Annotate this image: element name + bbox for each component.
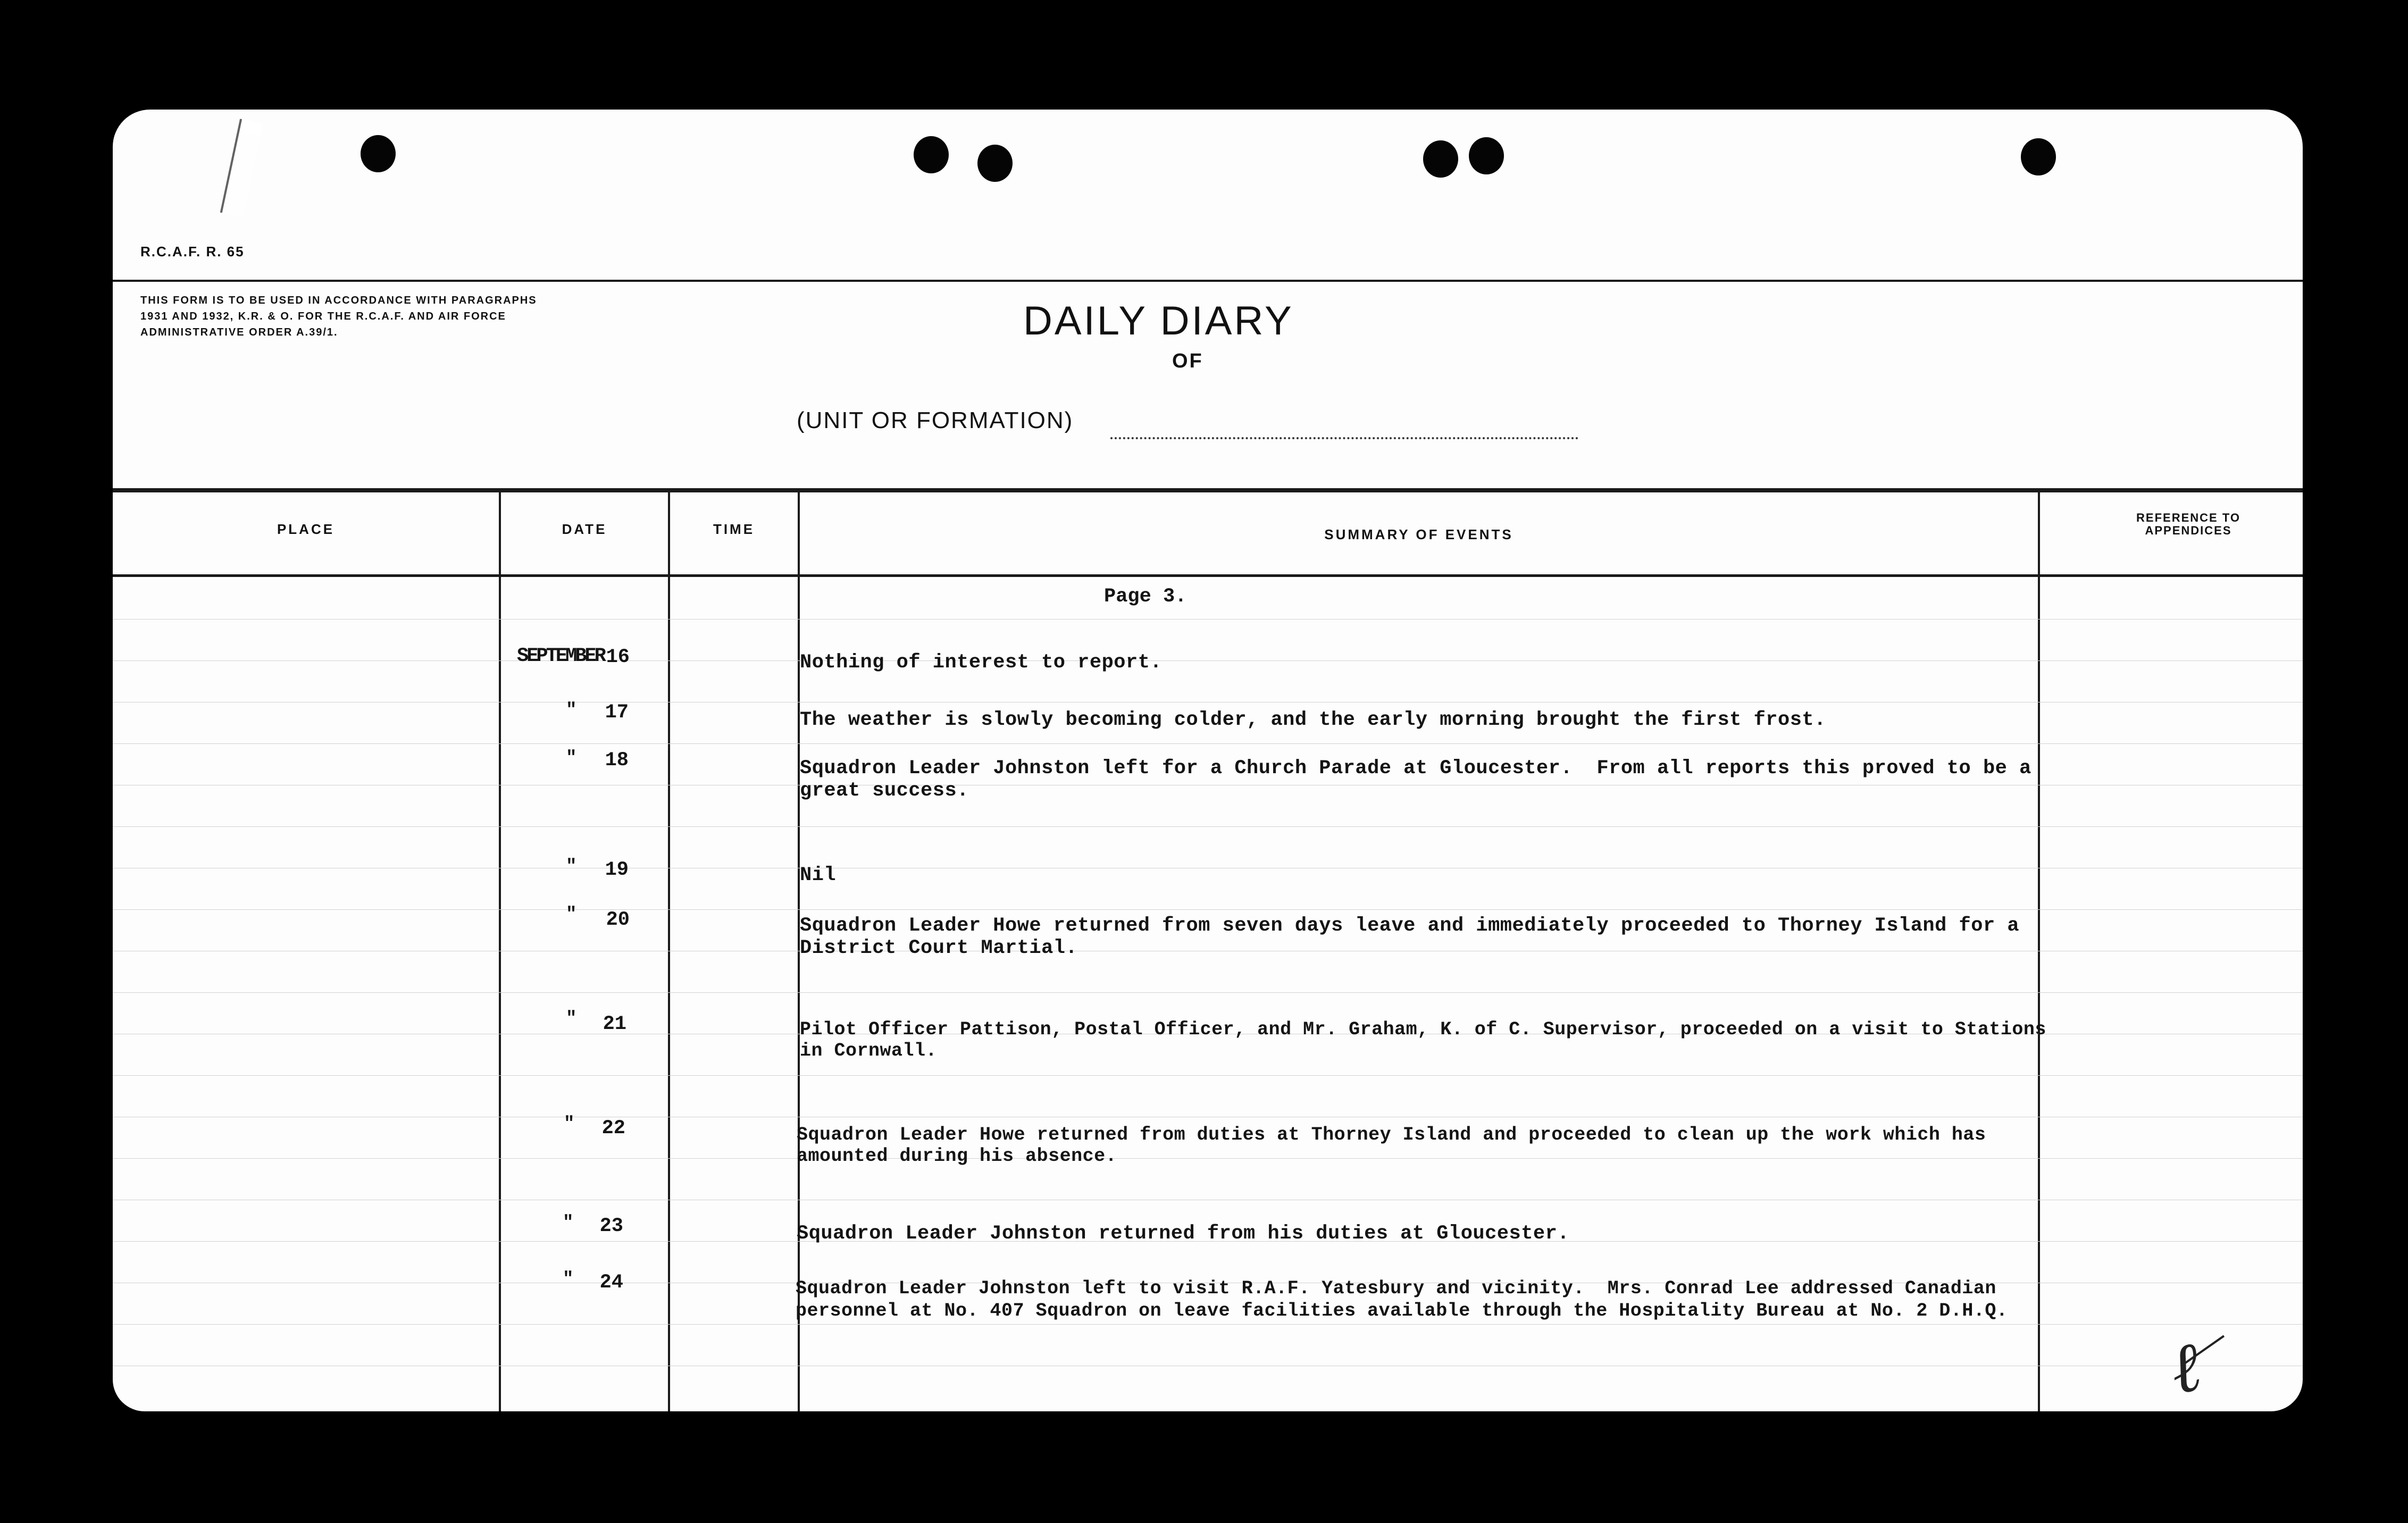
form-number: R.C.A.F. R. 65 <box>140 244 245 260</box>
date-day: 21 <box>603 1013 626 1035</box>
ditto-mark: " <box>566 748 577 768</box>
date-day: 20 <box>606 909 630 931</box>
column-header-place: PLACE <box>277 521 335 537</box>
ditto-mark: " <box>563 1269 574 1290</box>
ruled-line <box>113 909 2303 910</box>
form-instructions: THIS FORM IS TO BE USED IN ACCORDANCE WITH PARAGRAPHS 1931 AND 1932, K.R. & O. FOR THE R.C.A.F. AND AIR FORCE ADMINISTRATIVE ORDER A.39/1. <box>140 295 537 338</box>
punch-hole <box>361 135 396 172</box>
column-header-reference: REFERENCE TO APPENDICES <box>2136 511 2240 537</box>
diary-form-card <box>113 110 2303 1411</box>
table-header-border <box>113 574 2303 577</box>
column-header-time: TIME <box>713 521 755 537</box>
ruled-line <box>113 619 2303 620</box>
month-label: SEPTEMBER <box>517 645 604 667</box>
ditto-mark: " <box>564 1114 575 1134</box>
column-header-summary: SUMMARY OF EVENTS <box>1324 526 1514 542</box>
ditto-mark: " <box>566 857 577 877</box>
event-text: Squadron Leader Johnston left for a Church Parade at Gloucester. From all reports this proved to be a great success. <box>800 757 2031 802</box>
date-day: 24 <box>599 1271 623 1294</box>
date-day: 18 <box>605 749 629 772</box>
ditto-mark: " <box>566 905 577 925</box>
event-text: Pilot Officer Pattison, Postal Officer, and Mr. Graham, K. of C. Supervisor, proceeded on a visit to Stations in Cornwall. <box>800 1019 2046 1061</box>
date-day: 22 <box>601 1117 625 1140</box>
unit-fill-line <box>1110 437 1578 439</box>
event-text: Nil <box>800 864 837 886</box>
event-text: Squadron Leader Howe returned from seven days leave and immediately proceeded to Thorney Island for a District Court Martial. <box>800 915 2020 959</box>
punch-hole <box>914 136 949 173</box>
punch-hole <box>977 145 1013 182</box>
ditto-mark: " <box>563 1213 574 1233</box>
column-divider <box>668 488 670 1411</box>
unit-label: (UNIT OR FORMATION) <box>797 407 1074 433</box>
ditto-mark: " <box>566 700 577 721</box>
ruled-line <box>113 1324 2303 1325</box>
ditto-mark: " <box>566 1009 577 1029</box>
ruled-line <box>113 743 2303 744</box>
form-of-label: OF <box>1172 350 1203 372</box>
event-text: Squadron Leader Johnston returned from his duties at Gloucester. <box>797 1223 1570 1245</box>
punch-hole <box>1469 137 1504 174</box>
column-divider <box>499 488 501 1411</box>
initials-signature: ℓ <box>2162 1325 2208 1410</box>
date-day: 16 <box>606 646 630 668</box>
ruled-line <box>113 826 2303 827</box>
date-day: 23 <box>599 1215 623 1237</box>
event-text: The weather is slowly becoming colder, and the early morning brought the first frost. <box>800 709 1826 731</box>
page-label: Page 3. <box>1104 585 1187 608</box>
torn-corner-mark <box>220 119 263 217</box>
ruled-line <box>113 992 2303 993</box>
date-day: 17 <box>605 701 629 724</box>
punch-hole <box>1423 140 1458 178</box>
date-day: 19 <box>605 859 629 881</box>
table-top-border <box>113 488 2303 492</box>
punch-hole <box>2021 138 2056 175</box>
event-text: Squadron Leader Johnston left to visit R.A.F. Yatesbury and vicinity. Mrs. Conrad Lee addressed Canadian personnel at No. 407 Squadron on leave facilities available through the Hospitality Bureau at No. 2 D.H.Q. <box>796 1278 2008 1321</box>
event-text: Nothing of interest to report. <box>800 651 1163 674</box>
event-text: Squadron Leader Howe returned from duties at Thorney Island and proceeded to clean up the work which has amounted during his absence. <box>797 1124 1986 1167</box>
column-header-date: DATE <box>562 521 607 537</box>
header-divider <box>113 280 2303 282</box>
ruled-line <box>113 1075 2303 1076</box>
form-title: DAILY DIARY <box>1023 298 1294 344</box>
